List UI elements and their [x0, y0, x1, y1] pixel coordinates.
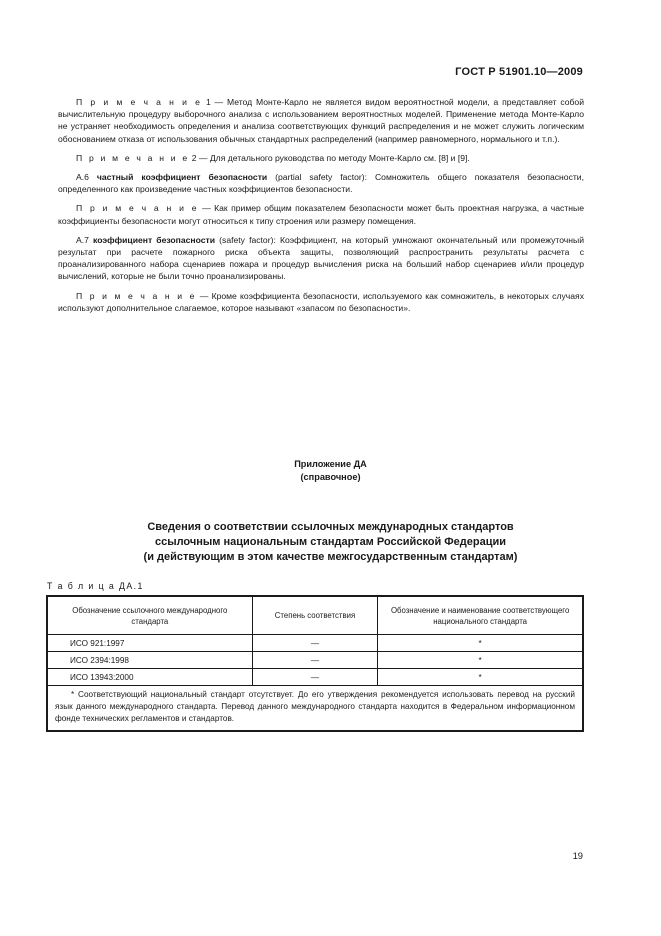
definition-term: частный коэффициент безопасности — [96, 172, 268, 183]
definition-text: (partial safety factor): Сомножитель общего показателя безопасности, определенного как произведение частных коэффициентов безопасности. — [58, 172, 584, 195]
definition-number: А.6 — [76, 172, 97, 183]
table-cell: ИСО 921:1997 — [47, 635, 252, 652]
note-label: П р и м е ч а н и е — [76, 290, 197, 301]
appendix-title: Приложение ДА — [294, 459, 367, 469]
appendix-heading-line-2: ссылочным национальным стандартам Российской Федерации — [154, 536, 507, 548]
definition-text: (safety factor): Коэффициент, на который умножают окончательный или промежуточный результат при расчете пожарного риска объекта защиты, позволяющий распространить результаты расчета с проанализированного набора сценариев пожара и процедур вычисления риска на больший набор сценариев и/или процедур вычислений, которые не были точно проанализированы. — [58, 234, 584, 282]
note-text: 1 — Метод Монте-Карло не является видом вероятностной модели, а представляет собой вычислительную процедуру выборочного анализа с использованием вероятностных моделей. Применение метода Монте-Карло не устраняет необходимость определения и анализа соответствующих функций распределения и не может служить логическим обоснованием отказа от использования обычных стандартных распределений (например равномерного, нормального и т.п.). — [58, 97, 584, 144]
note-text: 2 — Для детального руководства по методу Монте-Карло см. [8] и [9]. — [189, 152, 470, 163]
appendix-heading-line-1: Сведения о соответствии ссылочных международных стандартов — [147, 521, 514, 533]
note-text: — Как пример общим показателем безопасности может быть проектная нагрузка, а частные коэффициенты безопасности могут относиться к типу строения или размеру помещения. — [58, 203, 584, 226]
note-label: П р и м е ч а н и е — [76, 97, 203, 107]
table-row — [47, 635, 583, 652]
table-cell: — — [252, 669, 378, 686]
note-a7 — [58, 290, 584, 314]
column-header-international-standard: Обозначение ссылочного международного стандарта — [47, 596, 252, 635]
page-number: 19 — [572, 850, 583, 861]
note-1 — [58, 96, 584, 145]
table-row — [47, 652, 583, 669]
note-2 — [58, 152, 584, 164]
page-body — [58, 96, 584, 321]
table-footnote-row — [47, 686, 583, 732]
note-a6 — [58, 202, 584, 226]
document-header: ГОСТ Р 51901.10—2009 — [455, 66, 583, 78]
table-cell: — — [252, 652, 378, 669]
definition-term: коэффициент безопасности — [93, 234, 216, 245]
column-header-degree: Степень соответствия — [252, 596, 378, 635]
table-cell: * — [378, 652, 583, 669]
appendix-subtitle: (справочное) — [300, 472, 361, 482]
table-cell: — — [252, 635, 378, 652]
definition-a6 — [58, 171, 584, 195]
table-cell: ИСО 2394:1998 — [47, 652, 252, 669]
table-header-row — [47, 596, 583, 635]
note-text: — Кроме коэффициента безопасности, используемого как сомножитель, в некоторых случаях используют дополнительное слагаемое, которое называют «запасом по безопасности». — [58, 290, 584, 313]
note-label: П р и м е ч а н и е — [76, 203, 199, 214]
table-row — [47, 669, 583, 686]
table-label: Т а б л и ц а ДА.1 — [47, 581, 144, 591]
table-cell: ИСО 13943:2000 — [47, 669, 252, 686]
correspondence-table — [46, 595, 584, 732]
note-label: П р и м е ч а н и е — [76, 152, 190, 163]
appendix-header — [0, 458, 661, 484]
appendix-heading-line-3: (и действующим в этом качестве межгосударственным стандартам) — [143, 551, 518, 563]
table-cell: * — [378, 669, 583, 686]
appendix-heading — [0, 520, 661, 565]
column-header-national-standard: Обозначение и наименование соответствующего национального стандарта — [378, 596, 583, 635]
table-footnote: * Соответствующий национальный стандарт отсутствует. До его утверждения рекомендуется использовать перевод на русский язык данного международного стандарта. Перевод данного международного стандарта находится в Федеральном информационном фонде технических регламентов и стандартов. — [47, 686, 583, 732]
table-cell: * — [378, 635, 583, 652]
definition-a7 — [58, 234, 584, 283]
definition-number: А.7 — [76, 234, 94, 245]
